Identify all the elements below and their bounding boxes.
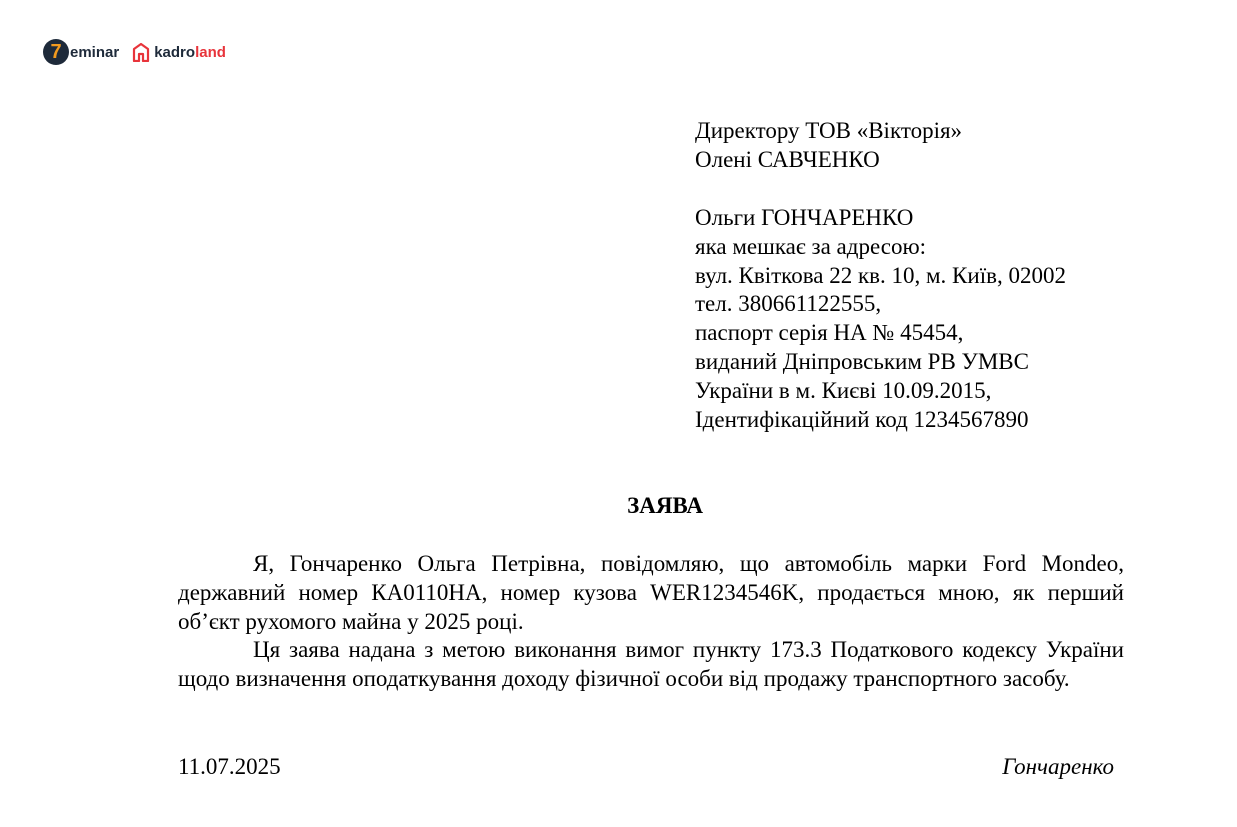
sender-line: Ольги ГОНЧАРЕНКО <box>695 205 914 230</box>
seminar-logo <box>43 39 119 65</box>
body-paragraph: Я, Гончаренко Ольга Петрівна, повідомляю, що автомобіль марки Ford Mondeo, державний номер КА0110НА, номер кузова WER1234546K, продається мною, як перший об’єкт рухомого майна у 2025 році. <box>178 551 1124 634</box>
sender-line: виданий Дніпровським РВ УМВС <box>695 348 1029 374</box>
header-logos <box>43 38 226 66</box>
kadroland-logo <box>132 42 226 62</box>
document-title: ЗАЯВА <box>627 493 703 518</box>
sender-block <box>695 204 1066 434</box>
document-body <box>178 550 1124 694</box>
signature: Гончаренко <box>1002 754 1114 779</box>
sender-line: яка мешкає за адресою: <box>695 233 927 259</box>
seminar-logo-text: eminar <box>70 43 120 61</box>
addressee-line: Директору ТОВ «Вікторія» <box>695 118 963 143</box>
sender-line: вул. Квіткова 22 кв. 10, м. Київ, 02002 <box>695 262 1066 288</box>
sender-line: паспорт серія НА № 45454, <box>695 320 964 346</box>
kadroland-logo-text-part1: kadro <box>154 43 196 61</box>
sender-line: тел. 380661122555, <box>695 291 882 317</box>
document-date: 11.07.2025 <box>178 754 281 779</box>
addressee-block <box>695 117 962 175</box>
sender-line: Ідентифікаційний код 1234567890 <box>695 406 1029 432</box>
body-paragraph: Ця заява надана з метою виконання вимог пункту 173.3 Податкового кодексу України щодо визначення оподаткування доходу фізичної особи від продажу транспортного засобу. <box>178 637 1124 692</box>
seminar-logo-badge: 7 <box>43 39 69 65</box>
addressee-line: Олені САВЧЕНКО <box>695 146 880 172</box>
sender-line: України в м. Києві 10.09.2015, <box>695 377 992 403</box>
kadroland-house-icon <box>132 42 150 62</box>
kadroland-logo-text-part2: land <box>195 43 226 61</box>
